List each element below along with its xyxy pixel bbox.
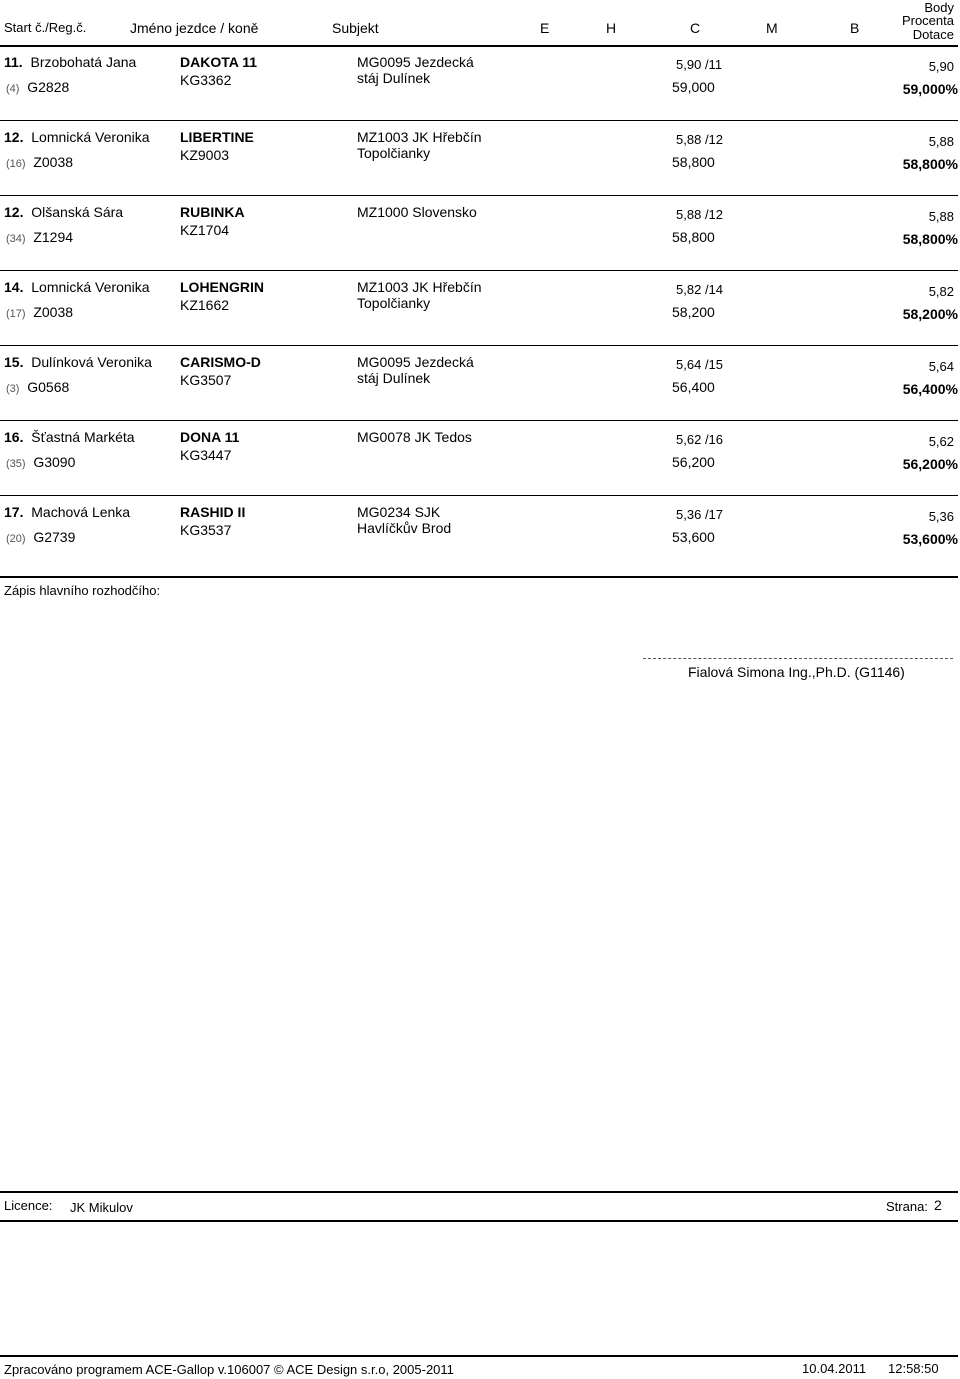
subject-line1: MG0234 SJK [357, 504, 441, 520]
results-end-divider [0, 576, 958, 578]
start-number: (3) [6, 383, 20, 395]
subject-line2: stáj Dulínek [357, 370, 431, 386]
registration: G2828 [27, 79, 70, 95]
horse-id: KZ1662 [180, 297, 230, 313]
horse-name: LOHENGRIN [180, 279, 264, 295]
score: 5,62 [676, 432, 702, 447]
registration: G3090 [33, 454, 76, 470]
horse-name: LIBERTINE [180, 129, 254, 145]
row-divider [0, 120, 958, 121]
row-divider [0, 420, 958, 421]
print-time: 12:58:50 [888, 1361, 939, 1376]
subject-line2: Topolčianky [357, 295, 431, 311]
license-bottom-divider [0, 1220, 958, 1222]
points: 5,36 [928, 509, 954, 524]
start-number: (34) [6, 233, 26, 245]
percent: 56,200% [902, 456, 958, 472]
horse-name: DONA 11 [180, 429, 240, 445]
horse-id: KG3447 [180, 447, 232, 463]
rank: /16 [704, 432, 724, 447]
score: 5,88 [676, 207, 702, 222]
license-label: Licence: [4, 1198, 53, 1213]
judge-c-header: C [690, 20, 701, 36]
judge-m-header: M [766, 20, 778, 36]
score: 5,90 [676, 57, 702, 72]
horse-id: KZ1704 [180, 222, 230, 238]
horse-name: DAKOTA 11 [180, 54, 258, 70]
percent: 59,000% [902, 81, 958, 97]
registration: Z0038 [33, 154, 74, 170]
page-label: Strana: [886, 1199, 928, 1214]
footer-divider [0, 1355, 958, 1357]
rank: /11 [704, 57, 723, 72]
percent: 58,800% [902, 156, 958, 172]
judge-record-label: Zápis hlavního rozhodčího: [4, 583, 161, 598]
place: 12. [4, 129, 24, 145]
percent: 56,400% [902, 381, 958, 397]
subject-line1: MG0078 JK Tedos [357, 429, 472, 445]
horse-id: KG3507 [180, 372, 232, 388]
start-number: (17) [6, 308, 26, 320]
score: 5,64 [676, 357, 702, 372]
percent-header: Procenta [901, 13, 954, 28]
prize-header: Dotace [912, 27, 954, 42]
rank: /12 [704, 207, 724, 222]
rider-name: Olšanská Sára [31, 204, 124, 220]
percent: 53,600% [902, 531, 958, 547]
horse-name: CARISMO-D [180, 354, 261, 370]
table-row [0, 279, 960, 349]
rank: /15 [704, 357, 724, 372]
points: 5,82 [928, 284, 954, 299]
points: 5,88 [928, 209, 954, 224]
points: 5,90 [928, 59, 954, 74]
rider-name: Lomnická Veronika [31, 129, 150, 145]
judge-b-header: B [850, 20, 860, 36]
row-divider [0, 195, 958, 196]
registration: Z1294 [33, 229, 74, 245]
place: 15. [4, 354, 24, 370]
rider-name: Machová Lenka [31, 504, 131, 520]
start-reg-header: Start č./Reg.č. [4, 20, 87, 35]
place: 17. [4, 504, 24, 520]
registration: G0568 [27, 379, 70, 395]
total: 59,000 [672, 79, 715, 95]
registration: Z0038 [33, 304, 74, 320]
subject-line1: MG0095 Jezdecká [357, 54, 474, 70]
start-number: (4) [6, 83, 20, 95]
table-row [0, 504, 960, 574]
place: 11. [4, 54, 23, 70]
program-credit: Zpracováno programem ACE-Gallop v.106007 © ACE Design s.r.o, 2005-2011 [4, 1362, 454, 1377]
total: 53,600 [672, 529, 715, 545]
percent: 58,200% [902, 306, 958, 322]
horse-name: RASHID II [180, 504, 246, 520]
place: 12. [4, 204, 24, 220]
rank: /14 [704, 282, 724, 297]
table-row [0, 129, 960, 199]
rider-name: Lomnická Veronika [31, 279, 150, 295]
score: 5,82 [676, 282, 702, 297]
signature-line [643, 658, 953, 659]
table-row [0, 204, 960, 274]
subject-line1: MZ1003 JK Hřebčín [357, 129, 482, 145]
score: 5,36 [676, 507, 702, 522]
total: 58,200 [672, 304, 715, 320]
horse-id: KG3362 [180, 72, 232, 88]
subject-line2: Havlíčkův Brod [357, 520, 452, 536]
percent: 58,800% [902, 231, 958, 247]
page-number: 2 [934, 1197, 942, 1213]
subject-line1: MZ1000 Slovensko [357, 204, 477, 220]
rider-name: Dulínková Veronika [31, 354, 152, 370]
registration: G2739 [33, 529, 76, 545]
rider-name: Brzobohatá Jana [30, 54, 137, 70]
points: 5,88 [928, 134, 954, 149]
total: 58,800 [672, 229, 715, 245]
table-row [0, 429, 960, 499]
total: 56,200 [672, 454, 715, 470]
row-divider [0, 270, 958, 271]
rank: /17 [704, 507, 724, 522]
horse-id: KG3537 [180, 522, 232, 538]
judge-name: Fialová Simona Ing.,Ph.D. (G1146) [688, 664, 905, 680]
score: 5,88 [676, 132, 702, 147]
rider-name: Šťastná Markéta [31, 429, 135, 445]
horse-id: KZ9003 [180, 147, 230, 163]
print-date: 10.04.2011 [802, 1361, 867, 1376]
start-number: (16) [6, 158, 26, 170]
place: 14. [4, 279, 24, 295]
judge-h-header: H [606, 20, 617, 36]
table-row [0, 354, 960, 424]
license-top-divider [0, 1191, 958, 1193]
judge-e-header: E [540, 20, 550, 36]
horse-name: RUBINKA [180, 204, 245, 220]
points: 5,64 [928, 359, 954, 374]
subject-line1: MG0095 Jezdecká [357, 354, 474, 370]
start-number: (20) [6, 533, 26, 545]
subject-header: Subjekt [332, 20, 379, 36]
license-value: JK Mikulov [70, 1200, 133, 1215]
subject-line2: Topolčianky [357, 145, 431, 161]
total: 58,800 [672, 154, 715, 170]
subject-line1: MZ1003 JK Hřebčín [357, 279, 482, 295]
subject-line2: stáj Dulínek [357, 70, 431, 86]
rider-horse-header: Jméno jezdce / koně [130, 20, 259, 36]
points-header: Body [924, 0, 954, 15]
points: 5,62 [928, 434, 954, 449]
table-row [0, 54, 960, 124]
row-divider [0, 495, 958, 496]
place: 16. [4, 429, 24, 445]
rank: /12 [704, 132, 724, 147]
header-divider [0, 45, 958, 47]
start-number: (35) [6, 458, 26, 470]
row-divider [0, 345, 958, 346]
total: 56,400 [672, 379, 715, 395]
